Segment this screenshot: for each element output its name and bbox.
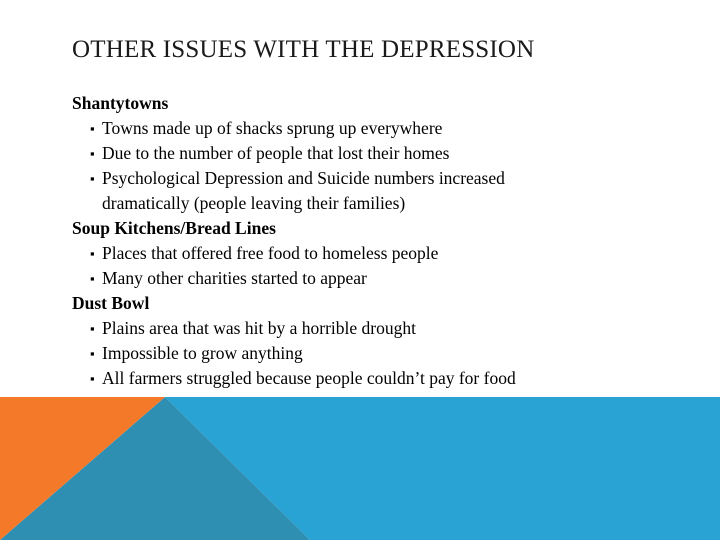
bullet-text: Places that offered free food to homeless people [102,243,439,263]
bullet-item [72,141,632,166]
bullet-marker-icon: ▪ [90,121,95,136]
bullet-list [72,316,632,391]
section-dust-bowl [72,291,632,391]
bullet-marker-icon: ▪ [90,321,95,336]
bullet-text: Psychological Depression and Suicide numbers increased dramatically (people leaving their families) [102,168,505,213]
bullet-text: Many other charities started to appear [102,268,367,288]
bullet-item [72,366,632,391]
bullet-item [72,116,632,141]
bullet-text: Towns made up of shacks sprung up everywhere [102,118,443,138]
bullet-text: Plains area that was hit by a horrible drought [102,318,416,338]
section-soup-kitchens [72,216,632,291]
section-shantytowns [72,91,632,216]
slide-title: OTHER ISSUES WITH THE DEPRESSION [72,36,535,63]
bullet-list [72,116,632,216]
bullet-item [72,241,632,266]
section-heading: Soup Kitchens/Bread Lines [72,218,276,238]
bullet-marker-icon: ▪ [90,346,95,361]
bullet-list [72,241,632,291]
bullet-text: All farmers struggled because people couldn’t pay for food [102,368,516,388]
bullet-marker-icon: ▪ [90,246,95,261]
bullet-text: Due to the number of people that lost their homes [102,143,450,163]
bullet-marker-icon: ▪ [90,146,95,161]
slide-content [72,91,632,391]
bullet-marker-icon: ▪ [90,171,95,186]
bullet-text: Impossible to grow anything [102,343,303,363]
bullet-item [72,316,632,341]
section-heading: Dust Bowl [72,293,150,313]
bullet-item [72,166,632,216]
section-heading: Shantytowns [72,93,169,113]
bullet-marker-icon: ▪ [90,371,95,386]
bullet-marker-icon: ▪ [90,271,95,286]
bullet-item [72,266,632,291]
bullet-item [72,341,632,366]
